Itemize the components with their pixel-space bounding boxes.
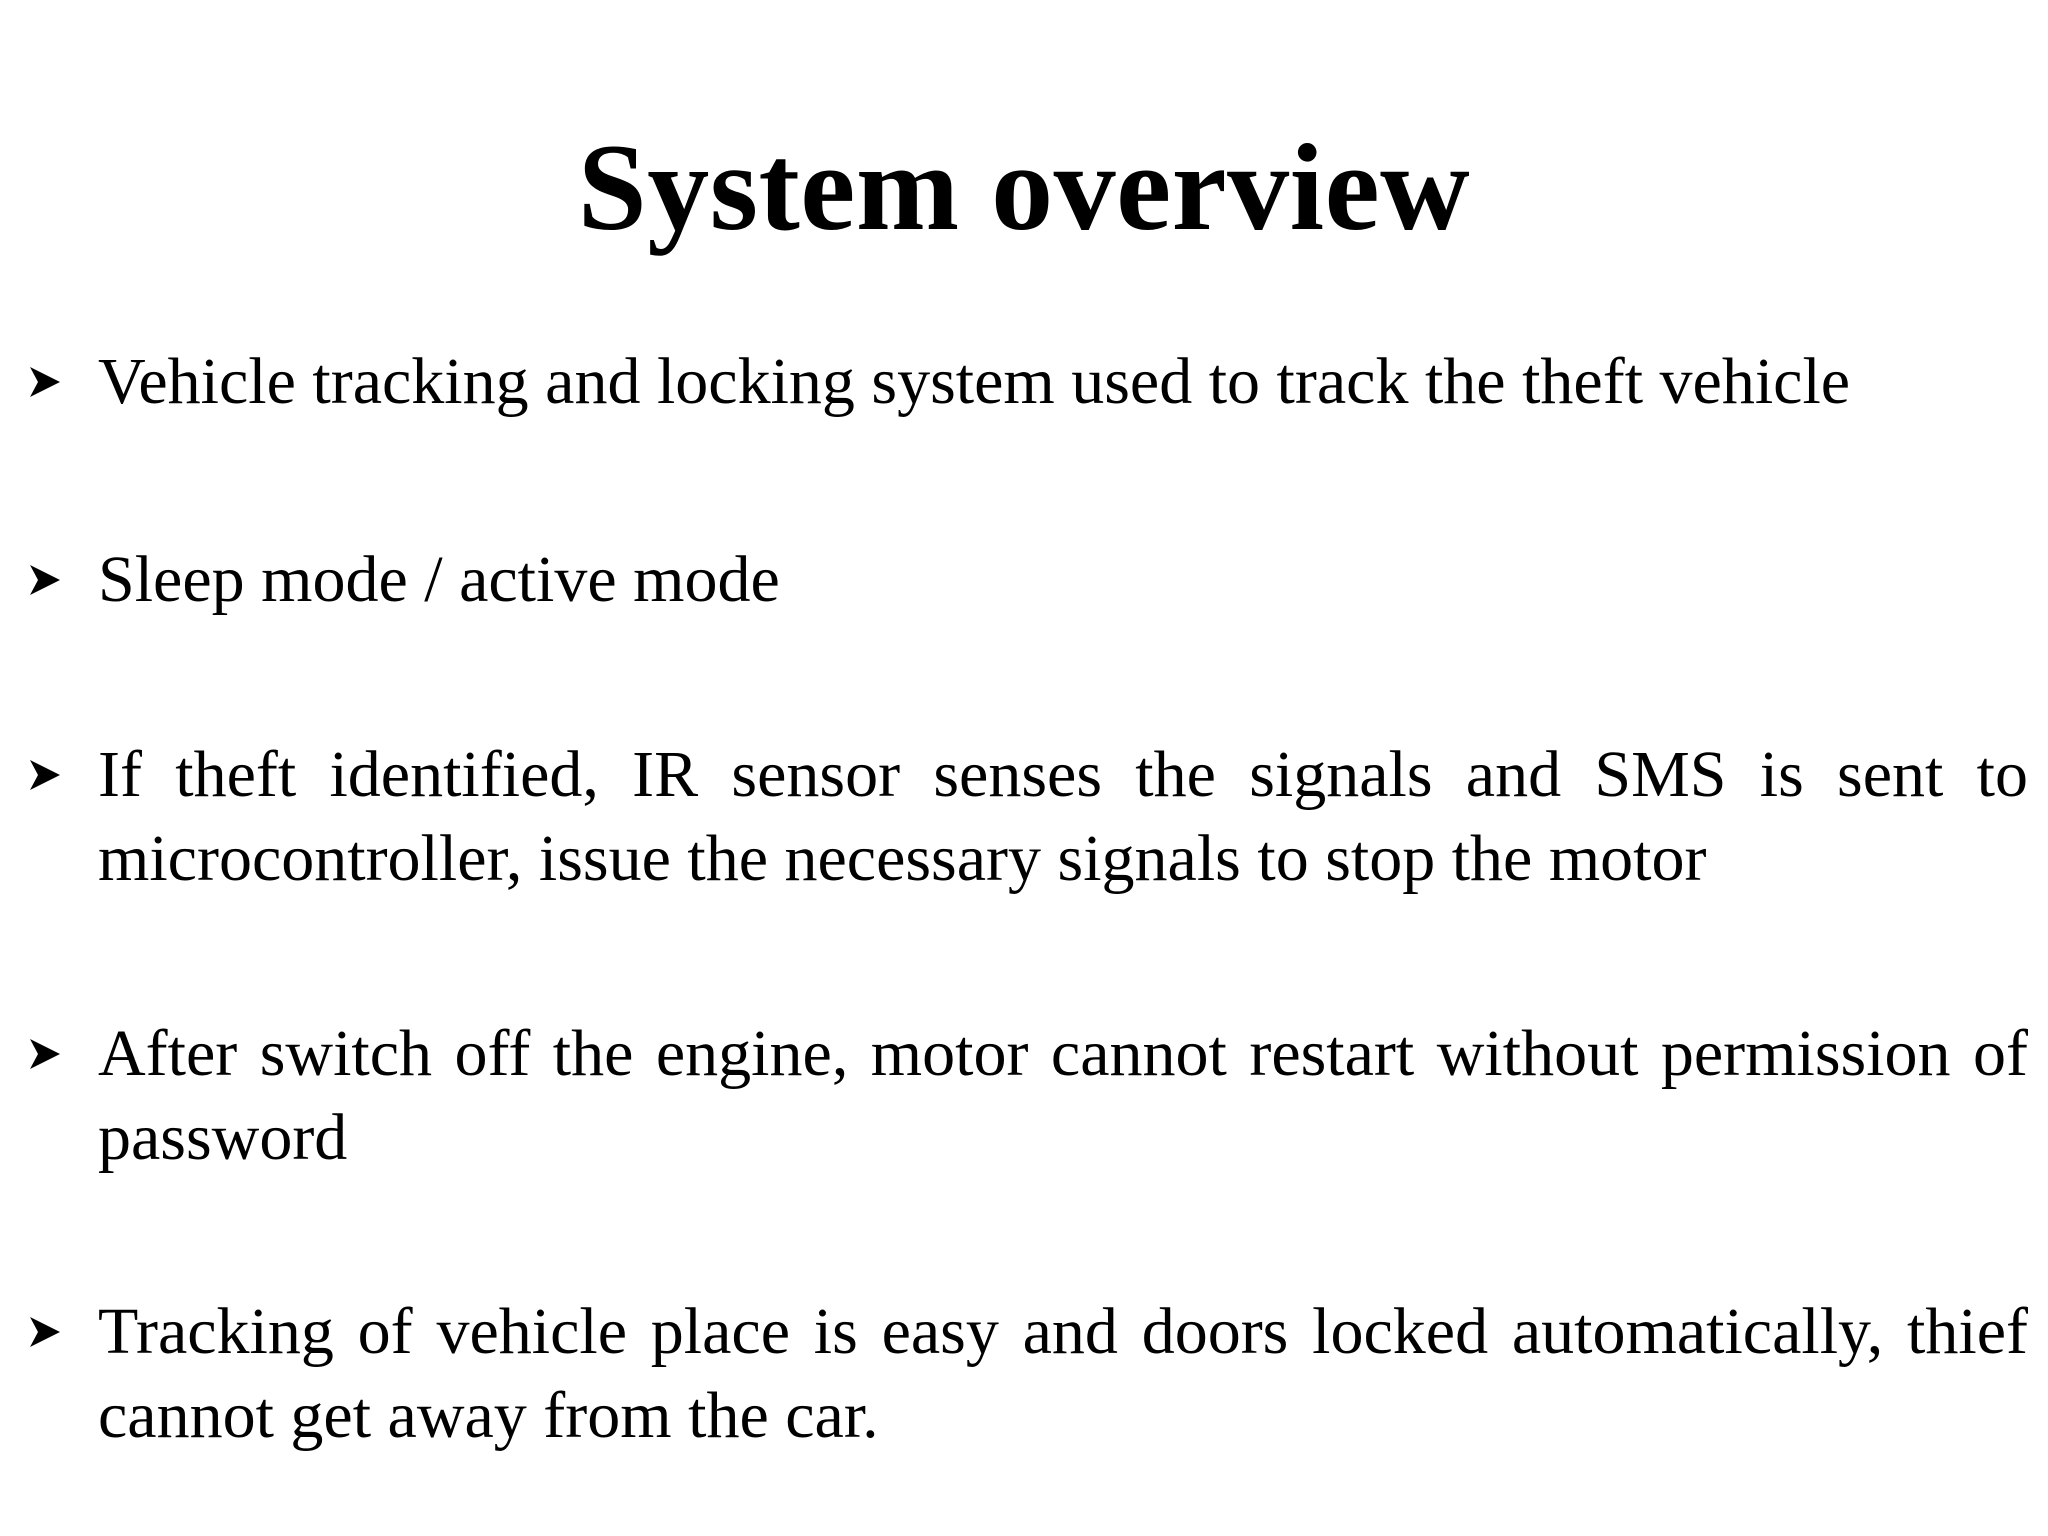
bullet-text: Tracking of vehicle place is easy and doors locked automatically, thief cannot get away from the car. bbox=[98, 1295, 2028, 1452]
page-title: System overview bbox=[577, 119, 1471, 256]
arrowhead-bullet-icon bbox=[28, 1290, 98, 1374]
bullet-item bbox=[28, 538, 2028, 622]
arrowhead-bullet-icon bbox=[28, 733, 98, 817]
bullet-text: After switch off the engine, motor cannot restart without permission of password bbox=[98, 1017, 2028, 1174]
bullet-item bbox=[28, 1012, 2028, 1180]
bullet-item bbox=[28, 340, 2028, 424]
bullet-item bbox=[28, 1290, 2028, 1458]
arrowhead-bullet-icon bbox=[28, 538, 98, 622]
arrowhead-bullet-icon bbox=[28, 1012, 98, 1096]
bullet-item bbox=[28, 733, 2028, 901]
arrowhead-bullet-icon bbox=[28, 340, 98, 424]
bullet-text: Sleep mode / active mode bbox=[98, 543, 780, 616]
bullet-text: If theft identified, IR sensor senses the signals and SMS is sent to microcontroller, issue the necessary signals to stop the motor bbox=[98, 738, 2028, 895]
bullet-text: Vehicle tracking and locking system used to track the theft vehicle bbox=[98, 345, 1851, 418]
